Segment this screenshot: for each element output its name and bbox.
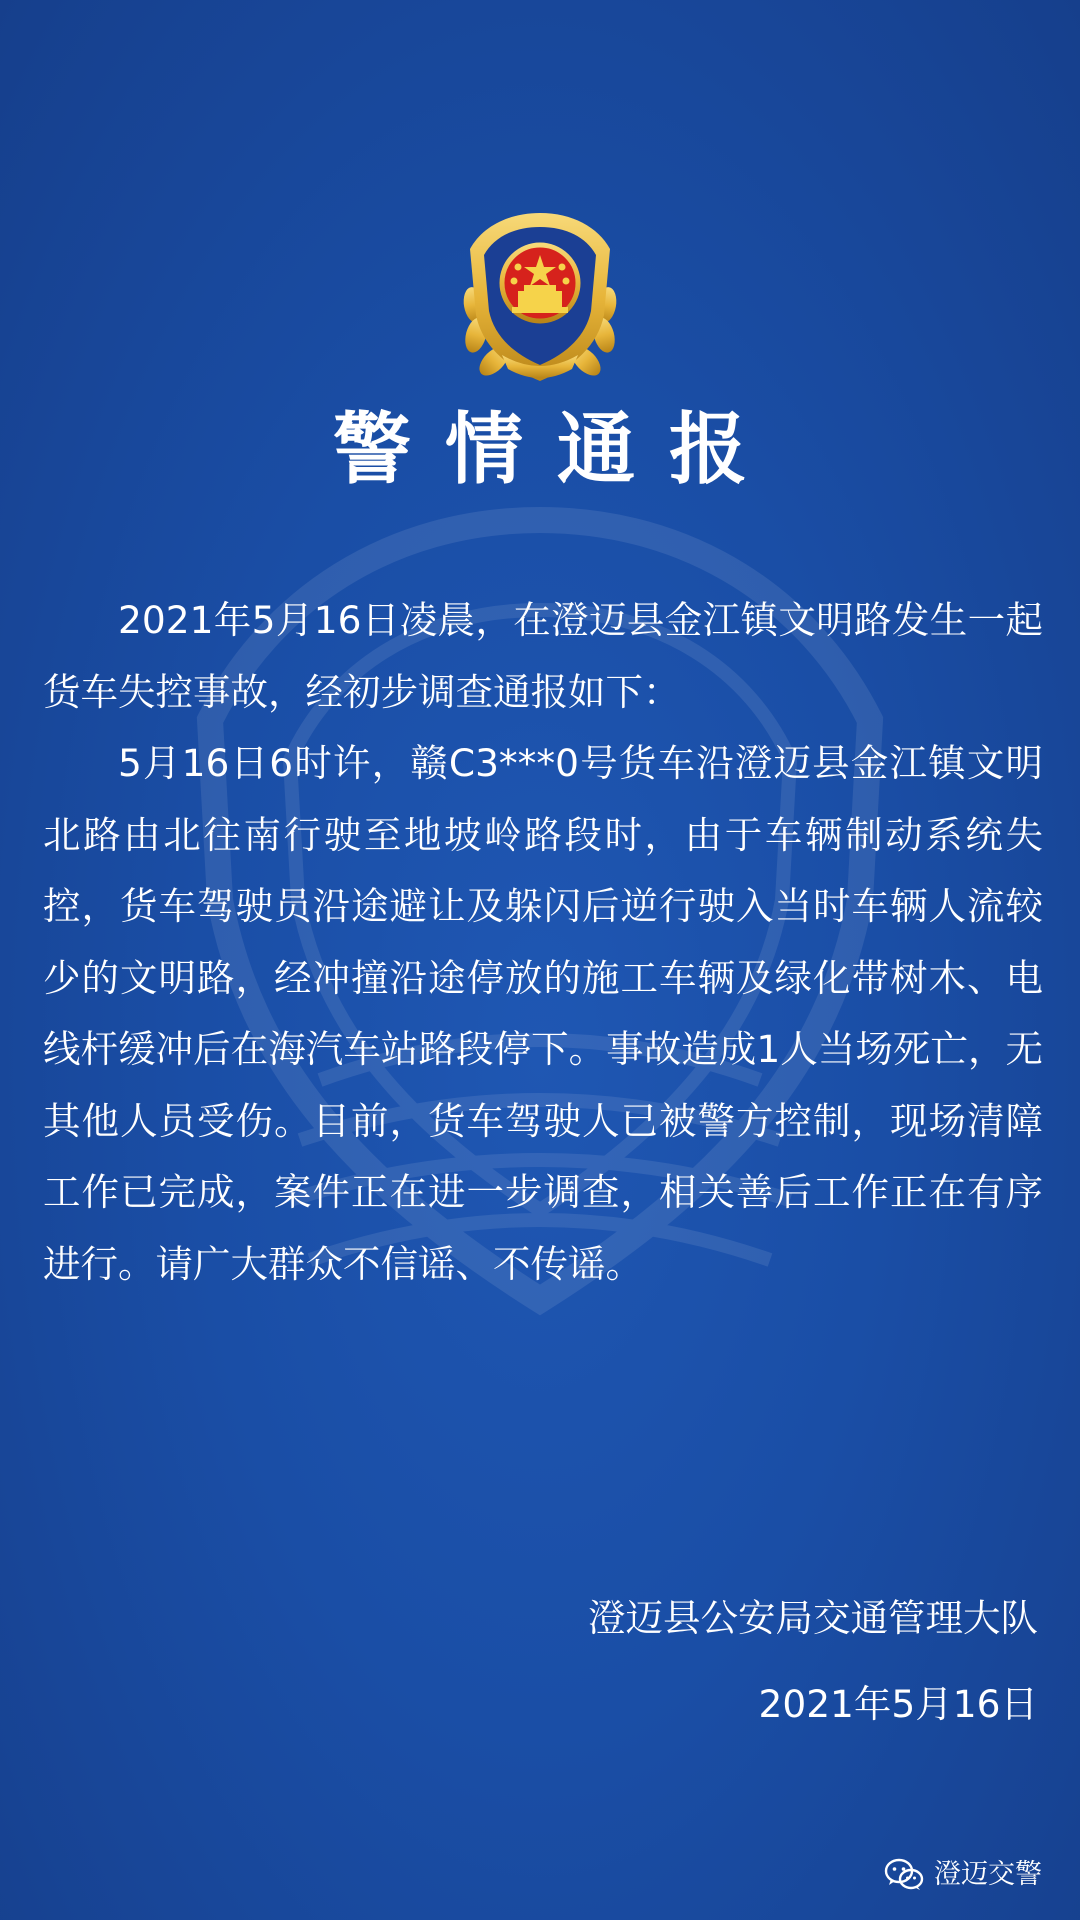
notice-title: 警情通报	[332, 405, 781, 495]
wechat-icon	[884, 1858, 924, 1892]
notice-paragraph-2: 5月16日6时许，赣C3***0号货车沿澄迈县金江镇文明北路由北往南行驶至地坡岭路段时，由于车辆制动系统失控，货车驾驶员沿途避让及躲闪后逆行驶入当时车辆人流较少的文明路，经冲撞沿途停放的施工车辆及绿化带树木、电线杆缓冲后在海汽车站路段停下。事故造成1人当场死亡，无其他人员受伤。目前，货车驾驶人已被警方控制，现场清障工作已完成，案件正在进一步调查，相关善后工作正在有序进行。请广大群众不信谣、不传谣。	[43, 741, 1043, 1286]
issuer-name: 澄迈县公安局交通管理大队	[588, 1596, 1038, 1640]
notice-body	[43, 585, 1043, 1300]
wechat-account-watermark	[884, 1855, 1042, 1895]
account-name: 澄迈交警	[934, 1859, 1042, 1890]
notice-paragraph-1: 2021年5月16日凌晨，在澄迈县金江镇文明路发生一起货车失控事故，经初步调查通报如下：	[43, 598, 1043, 714]
signature-block	[588, 1575, 1038, 1747]
issue-date: 2021年5月16日	[758, 1682, 1038, 1726]
police-emblem-icon	[452, 205, 628, 395]
